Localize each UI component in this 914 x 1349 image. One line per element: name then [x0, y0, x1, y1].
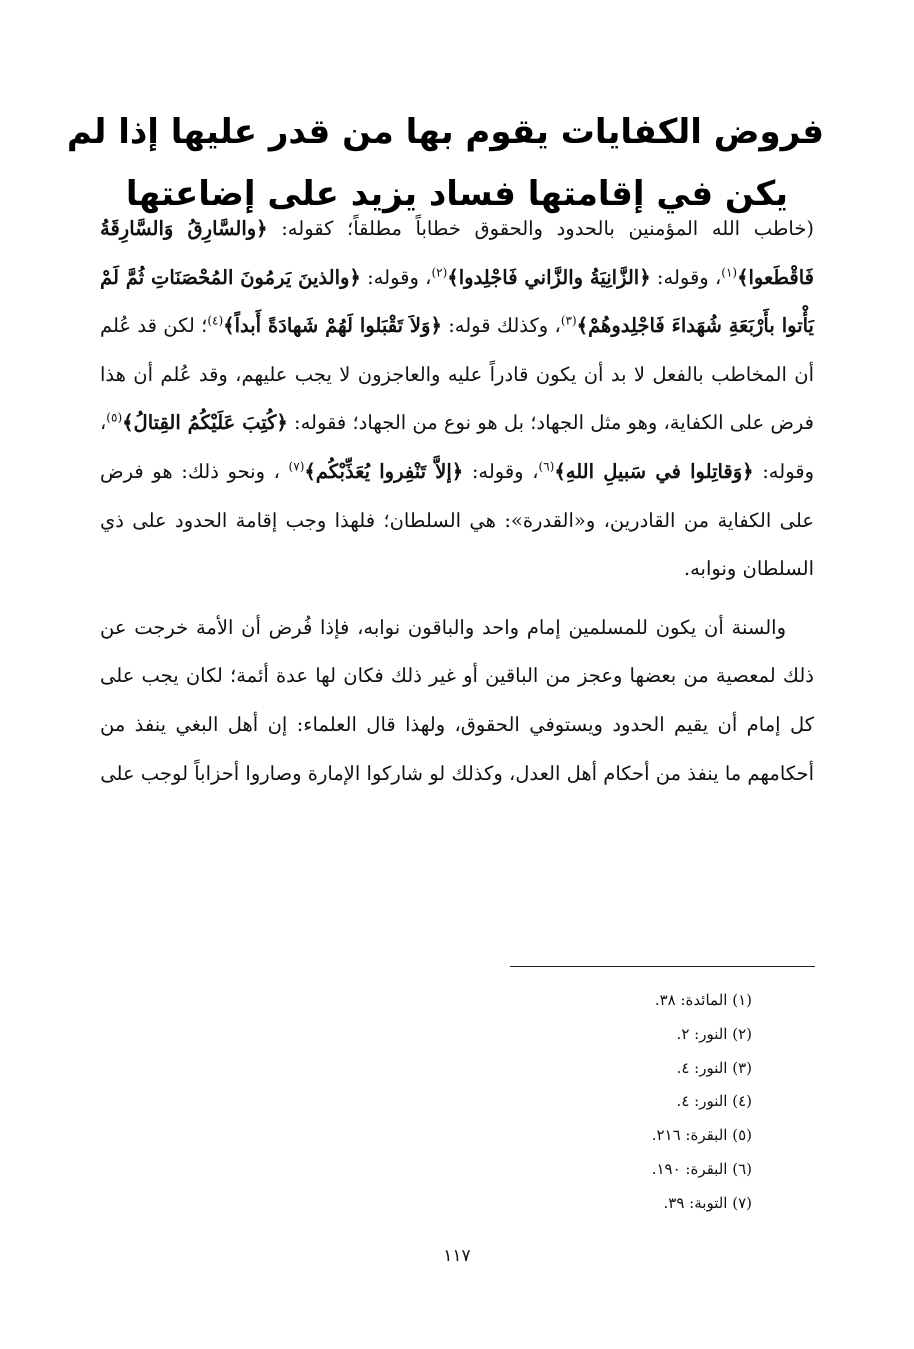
- footnote-ref: (٢): [431, 265, 448, 280]
- footnote-ref: (٥): [106, 410, 123, 425]
- footnote-item: (٧) التوبة: ٣٩.: [663, 1193, 752, 1212]
- footnote-item: (٢) النور: ٢.: [676, 1024, 752, 1043]
- footnotes-list: [452, 984, 752, 1221]
- footnote-item: (١) المائدة: ٣٨.: [654, 991, 752, 1009]
- paragraph: [100, 604, 814, 798]
- footnote-item: (٤) النور: ٤.: [676, 1092, 752, 1111]
- footnote-ref: (٤): [207, 313, 224, 328]
- footnote-ref: (١): [721, 265, 738, 280]
- text-segment: ، وكذلك قوله:: [441, 314, 561, 338]
- text-segment: ، وقوله:: [463, 459, 539, 483]
- text-segment: ، ونحو ذلك: هو فرض على الكفاية من القادرين، و«القدرة»: هي السلطان؛ فلهذا وجب إقامة الحدود على ذي السلطان ونوابه.: [100, 459, 814, 581]
- page-number: ١١٧: [443, 1246, 471, 1266]
- footnote-ref: (٧): [288, 459, 305, 474]
- text-segment: ، وقوله:: [100, 411, 815, 483]
- footnote-ref: (٣): [560, 313, 577, 328]
- quran-quote: ﴿الزَّانِيَةُ والزَّاني فَاجْلِدوا﴾: [447, 265, 651, 289]
- text-segment: والسنة أن يكون للمسلمين إمام واحد والباقون نوابه، فإذا فُرض أن الأمة خرجت عن ذلك لمعصية من بعضها وعجز من الباقين أو غير ذلك فكان لها عدة أئمة؛ لكان يجب على كل إمام أن يقيم الحدود ويستوفي الحقوق، ولهذا قال العلماء: إن أهل البغي ينفذ من أحكامهم ما ينفذ من أحكام أهل العدل، وكذلك لو شاركوا الإمارة وصاروا أحزاباً لوجب على: [100, 615, 814, 785]
- text-segment: ، وقوله:: [650, 265, 722, 289]
- quran-quote: ﴿إلاَّ تَنْفِروا يُعَذِّبْكُم﴾: [304, 459, 464, 483]
- text-segment: ؛ لكن قد عُلم أن المخاطب بالفعل لا بد أن يكون قادراً عليه والعاجزون لا يجب عليهم، وقد عُلم أن هذا فرض على الكفاية، وهو مثل الجهاد؛ بل هو نوع من الجهاد؛ فقوله:: [100, 314, 814, 435]
- quran-quote: ﴿وَقاتِلوا في سَبيلِ اللهِ﴾: [554, 459, 754, 483]
- quran-quote: ﴿وَلاَ تَقْبَلوا لَهُمْ شَهادَةً أَبداً﴾: [223, 314, 442, 338]
- heading-line-2: يكن في إقامتها فساد يزيد على إضاعتها: [125, 173, 789, 214]
- quran-quote: ﴿كُتِبَ عَلَيْكُمُ القِتالُ﴾: [122, 411, 288, 435]
- footnote-ref: (٦): [538, 459, 555, 474]
- quran-quote: ﴿والسَّارِقُ وَالسَّارِقَةُ فَاقْطَعوا﴾: [100, 217, 814, 289]
- footnote-item: (٣) النور: ٤.: [676, 1058, 752, 1077]
- paragraph: [100, 205, 814, 594]
- body-text: [100, 205, 814, 798]
- text-segment: (خاطب الله المؤمنين بالحدود والحقوق خطاباً مطلقاً؛ كقوله:: [267, 217, 814, 240]
- footnote-item: (٦) البقرة: ١٩٠.: [651, 1159, 752, 1178]
- quran-quote: ﴿والذينَ يَرمُونَ المُحْصَنَاتِ ثُمَّ لَمْ يَأْتوا بأَرْبَعَةِ شُهَداءَ فَاجْلِدوهُمْ﴾: [100, 265, 814, 338]
- text-segment: ، وقوله:: [360, 265, 432, 289]
- footnote-item: (٥) البقرة: ٢١٦.: [651, 1126, 752, 1145]
- heading-line-1: فروض الكفايات يقوم بها من قدر عليها إذا لم: [66, 111, 824, 152]
- footnote-divider: [510, 966, 815, 967]
